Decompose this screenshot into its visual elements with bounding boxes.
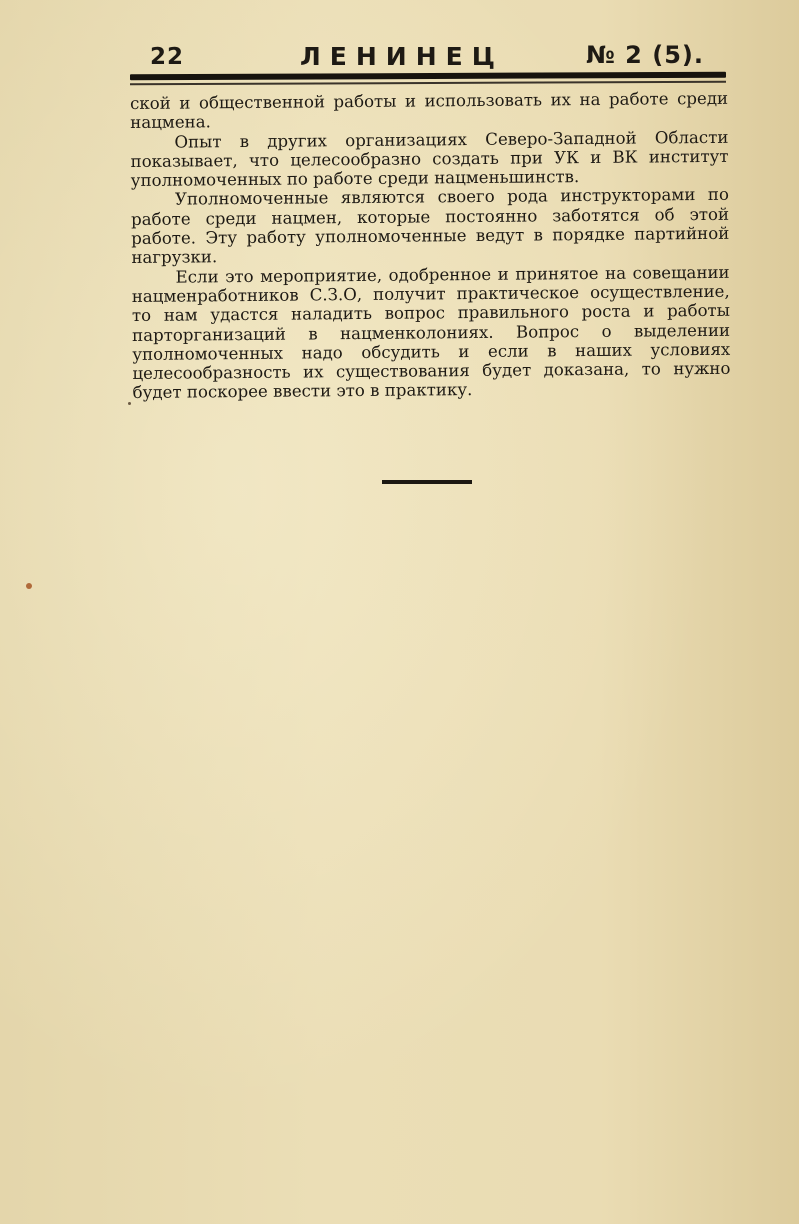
journal-title: ЛЕНИНЕЦ xyxy=(300,42,504,71)
paragraph: Уполномоченные являются своего рода инструкторами по работе среди нацмен, которые постоянно заботятся об этой работе. Эту работу уполномоченные ведут в порядке партийной нагрузки. xyxy=(131,185,730,268)
paper-speck xyxy=(128,402,131,405)
page-header xyxy=(130,36,726,74)
paper-speck xyxy=(26,583,32,589)
paragraph: Если это мероприятие, одобренное и принятое на совещании нацменработников С.З.О, получит практическое осуществление, то нам удастся наладить вопрос правильного роста и работы парторганизаций в нацменколониях. Вопрос о выделении уполномоченных надо обсудить и если в наших условиях целесообразность их существования будет доказана, то нужно будет поскорее ввести это в практику. xyxy=(131,262,731,403)
header-rule xyxy=(130,72,726,81)
article-body xyxy=(130,89,731,403)
section-end-rule xyxy=(382,480,472,484)
paragraph-continuation: ской и общественной работы и использовать их на работе среди нацмена. xyxy=(130,88,729,133)
header-rule-thin xyxy=(130,81,726,86)
page-number: 22 xyxy=(150,44,185,70)
issue-number: № 2 (5). xyxy=(585,41,704,69)
paragraph: Опыт в других организациях Северо-Западной Области показывает, что целесообразно создать при УК и ВК институт уполномоченных по работе среди нацменьшинств. xyxy=(130,127,729,191)
